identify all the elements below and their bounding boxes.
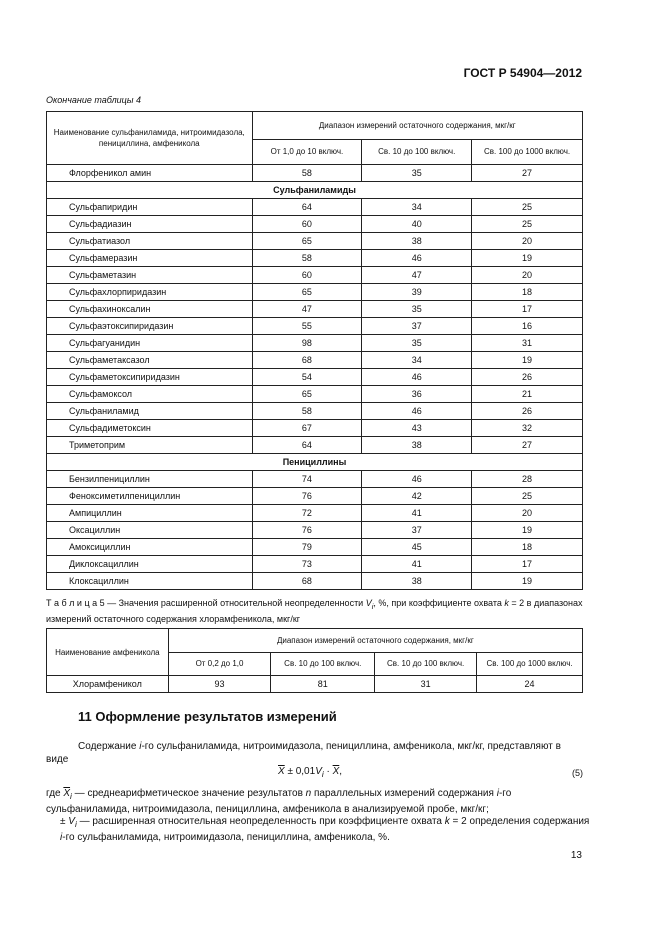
table-row: [47, 301, 583, 318]
document-header: ГОСТ Р 54904—2012: [463, 66, 582, 80]
page-number: 13: [570, 850, 582, 861]
table-row: [47, 505, 583, 522]
table-row: [47, 403, 583, 420]
table4-row-name: Сульфаэтоксипиридазин: [47, 318, 253, 335]
table-row: [47, 437, 583, 454]
table4-cell: 37: [362, 318, 472, 335]
table4-row-name: Сульфагуанидин: [47, 335, 253, 352]
table5-caption: Т а б л и ц а 5 — Значения расширенной относительной неопределенности $V_i$, %, при коэффициенте охвата k = 2 в диапазонах измерений остаточного содержания хлорамфеникола, мкг/кг: [46, 598, 583, 624]
table4-row-name: Ампициллин: [47, 505, 253, 522]
table4-cell: 35: [362, 165, 472, 182]
table4-cell: 46: [362, 369, 472, 386]
table4-cell: 67: [252, 420, 362, 437]
table4-col-header: Св. 100 до 1000 включ.: [472, 140, 583, 165]
table4-caption: Окончание таблицы 4: [46, 95, 141, 105]
table4-cell: 27: [472, 165, 583, 182]
table4-row-name: Сульфадиметоксин: [47, 420, 253, 437]
table4-cell: 21: [472, 386, 583, 403]
table4-cell: 55: [252, 318, 362, 335]
table4-row-name: Оксациллин: [47, 522, 253, 539]
table4-cell: 42: [362, 488, 472, 505]
table4-cell: 60: [252, 267, 362, 284]
table4-cell: 68: [252, 573, 362, 590]
formula-number: (5): [572, 768, 583, 778]
where-definition-x: где $\overline{X}_i$ — среднеарифметическое значение результатов n параллельных измерений содержания i-го сульфаниламида, нитроимидазола, пенициллина, амфеникола в анализируемой пробе, мкг/кг;: [46, 788, 512, 815]
table4-row-name: Сульфахлорпиридазин: [47, 284, 253, 301]
table-row: [47, 267, 583, 284]
table5-cell: 24: [477, 676, 583, 693]
table-row: [47, 386, 583, 403]
section-heading: 11 Оформление результатов измерений: [78, 709, 337, 724]
table4-name-header: Наименование сульфаниламида, нитроимидазола, пенициллина, амфеникола: [47, 112, 253, 165]
table-row: [47, 216, 583, 233]
table4-row-name: Сульфаметазин: [47, 267, 253, 284]
table4-cell: 37: [362, 522, 472, 539]
where-definition-v: ± $V_i$ — расширенная относительная неопределенность при коэффициенте охвата k = 2 определения содержания i-го сульфаниламида, нитроимидазола, пенициллина, амфеникола, %.: [60, 816, 590, 843]
table4-cell: 28: [472, 471, 583, 488]
table4-cell: 17: [472, 301, 583, 318]
table4-cell: 46: [362, 250, 472, 267]
table-row: [47, 250, 583, 267]
table-row: [47, 284, 583, 301]
table4-cell: 65: [252, 284, 362, 301]
table4-row-name: Сульфаниламид: [47, 403, 253, 420]
table4: [46, 111, 583, 590]
table-row: [47, 522, 583, 539]
table4-row-name: Сульфаметаксазол: [47, 352, 253, 369]
table4-row-name: Сульфамоксол: [47, 386, 253, 403]
table4-cell: 20: [472, 233, 583, 250]
table4-cell: 58: [252, 165, 362, 182]
table4-cell: 34: [362, 352, 472, 369]
table4-cell: 25: [472, 216, 583, 233]
table4-row-name: Сульфатиазол: [47, 233, 253, 250]
table4-cell: 68: [252, 352, 362, 369]
table-row: [47, 318, 583, 335]
table4-cell: 64: [252, 437, 362, 454]
table4-section-header: Пенициллины: [47, 454, 583, 471]
paragraph: Содержание i-го сульфаниламида, нитроимидазола, пенициллина, амфеникола, мкг/кг, представляют в виде: [46, 741, 561, 765]
table4-cell: 58: [252, 250, 362, 267]
table5-col-header: От 0,2 до 1,0: [168, 652, 271, 676]
table4-cell: 38: [362, 573, 472, 590]
table-row: [47, 539, 583, 556]
table-row: [47, 573, 583, 590]
table4-row-name: Бензилпенициллин: [47, 471, 253, 488]
table4-cell: 27: [472, 437, 583, 454]
table4-cell: 39: [362, 284, 472, 301]
table5: [46, 628, 583, 693]
table4-cell: 19: [472, 250, 583, 267]
table5-col-header: Св. 10 до 100 включ.: [271, 652, 375, 676]
table-row: [47, 233, 583, 250]
table5-name-header: Наименование амфеникола: [47, 629, 169, 676]
table4-range-header: Диапазон измерений остаточного содержания, мкг/кг: [252, 112, 582, 140]
table4-cell: 76: [252, 488, 362, 505]
table4-cell: 47: [362, 267, 472, 284]
table4-cell: 35: [362, 301, 472, 318]
table4-cell: 20: [472, 267, 583, 284]
table4-cell: 18: [472, 284, 583, 301]
table4-cell: 40: [362, 216, 472, 233]
table4-col-header: Св. 10 до 100 включ.: [362, 140, 472, 165]
table4-cell: 45: [362, 539, 472, 556]
table4-cell: 43: [362, 420, 472, 437]
table-row: [47, 352, 583, 369]
table5-cell: 93: [168, 676, 271, 693]
table4-row-name: Триметоприм: [47, 437, 253, 454]
table4-cell: 54: [252, 369, 362, 386]
table5-cell: 81: [271, 676, 375, 693]
table4-row-name: Феноксиметилпенициллин: [47, 488, 253, 505]
table4-cell: 25: [472, 199, 583, 216]
table5-col-header: Св. 10 до 100 включ.: [375, 652, 477, 676]
table4-cell: 60: [252, 216, 362, 233]
table4-cell: 36: [362, 386, 472, 403]
table4-row-name: Сульфамеразин: [47, 250, 253, 267]
table4-cell: 19: [472, 573, 583, 590]
table4-cell: 31: [472, 335, 583, 352]
table4-cell: 76: [252, 522, 362, 539]
table4-cell: 26: [472, 369, 583, 386]
table4-cell: 58: [252, 403, 362, 420]
table-row: [47, 471, 583, 488]
table4-cell: 25: [472, 488, 583, 505]
table4-cell: 32: [472, 420, 583, 437]
table4-cell: 79: [252, 539, 362, 556]
table-row: [47, 556, 583, 573]
table4-cell: 41: [362, 505, 472, 522]
table-row: [47, 369, 583, 386]
table-row: [47, 420, 583, 437]
table-row: [47, 165, 583, 182]
table4-cell: 19: [472, 352, 583, 369]
table4-cell: 47: [252, 301, 362, 318]
table-row: [47, 199, 583, 216]
table4-cell: 46: [362, 403, 472, 420]
table4-cell: 26: [472, 403, 583, 420]
table4-cell: 65: [252, 386, 362, 403]
table4-section-header: Сульфаниламиды: [47, 182, 583, 199]
table4-cell: 20: [472, 505, 583, 522]
table4-row-name: Флорфеникол амин: [47, 165, 253, 182]
table4-cell: 17: [472, 556, 583, 573]
table4-row-name: Сульфахиноксалин: [47, 301, 253, 318]
table4-row-name: Диклоксациллин: [47, 556, 253, 573]
table5-row-name: Хлорамфеникол: [47, 676, 169, 693]
table5-col-header: Св. 100 до 1000 включ.: [477, 652, 583, 676]
table4-cell: 19: [472, 522, 583, 539]
table4-cell: 73: [252, 556, 362, 573]
table4-row-name: Сульфапиридин: [47, 199, 253, 216]
table4-cell: 34: [362, 199, 472, 216]
table4-cell: 38: [362, 437, 472, 454]
table4-col-header: От 1,0 до 10 включ.: [252, 140, 362, 165]
table4-cell: 98: [252, 335, 362, 352]
table4-cell: 46: [362, 471, 472, 488]
table4-cell: 38: [362, 233, 472, 250]
table-row: [47, 335, 583, 352]
table4-cell: 18: [472, 539, 583, 556]
table4-cell: 65: [252, 233, 362, 250]
table4-cell: 64: [252, 199, 362, 216]
table5-cell: 31: [375, 676, 477, 693]
table4-row-name: Сульфаметоксипиридазин: [47, 369, 253, 386]
table5-range-header: Диапазон измерений остаточного содержания, мкг/кг: [168, 629, 582, 653]
table4-cell: 72: [252, 505, 362, 522]
table4-cell: 16: [472, 318, 583, 335]
table4-row-name: Амоксициллин: [47, 539, 253, 556]
table4-row-name: Клоксациллин: [47, 573, 253, 590]
table4-cell: 74: [252, 471, 362, 488]
table-row: [47, 488, 583, 505]
table4-cell: 35: [362, 335, 472, 352]
table4-row-name: Сульфадиазин: [47, 216, 253, 233]
table4-cell: 41: [362, 556, 472, 573]
